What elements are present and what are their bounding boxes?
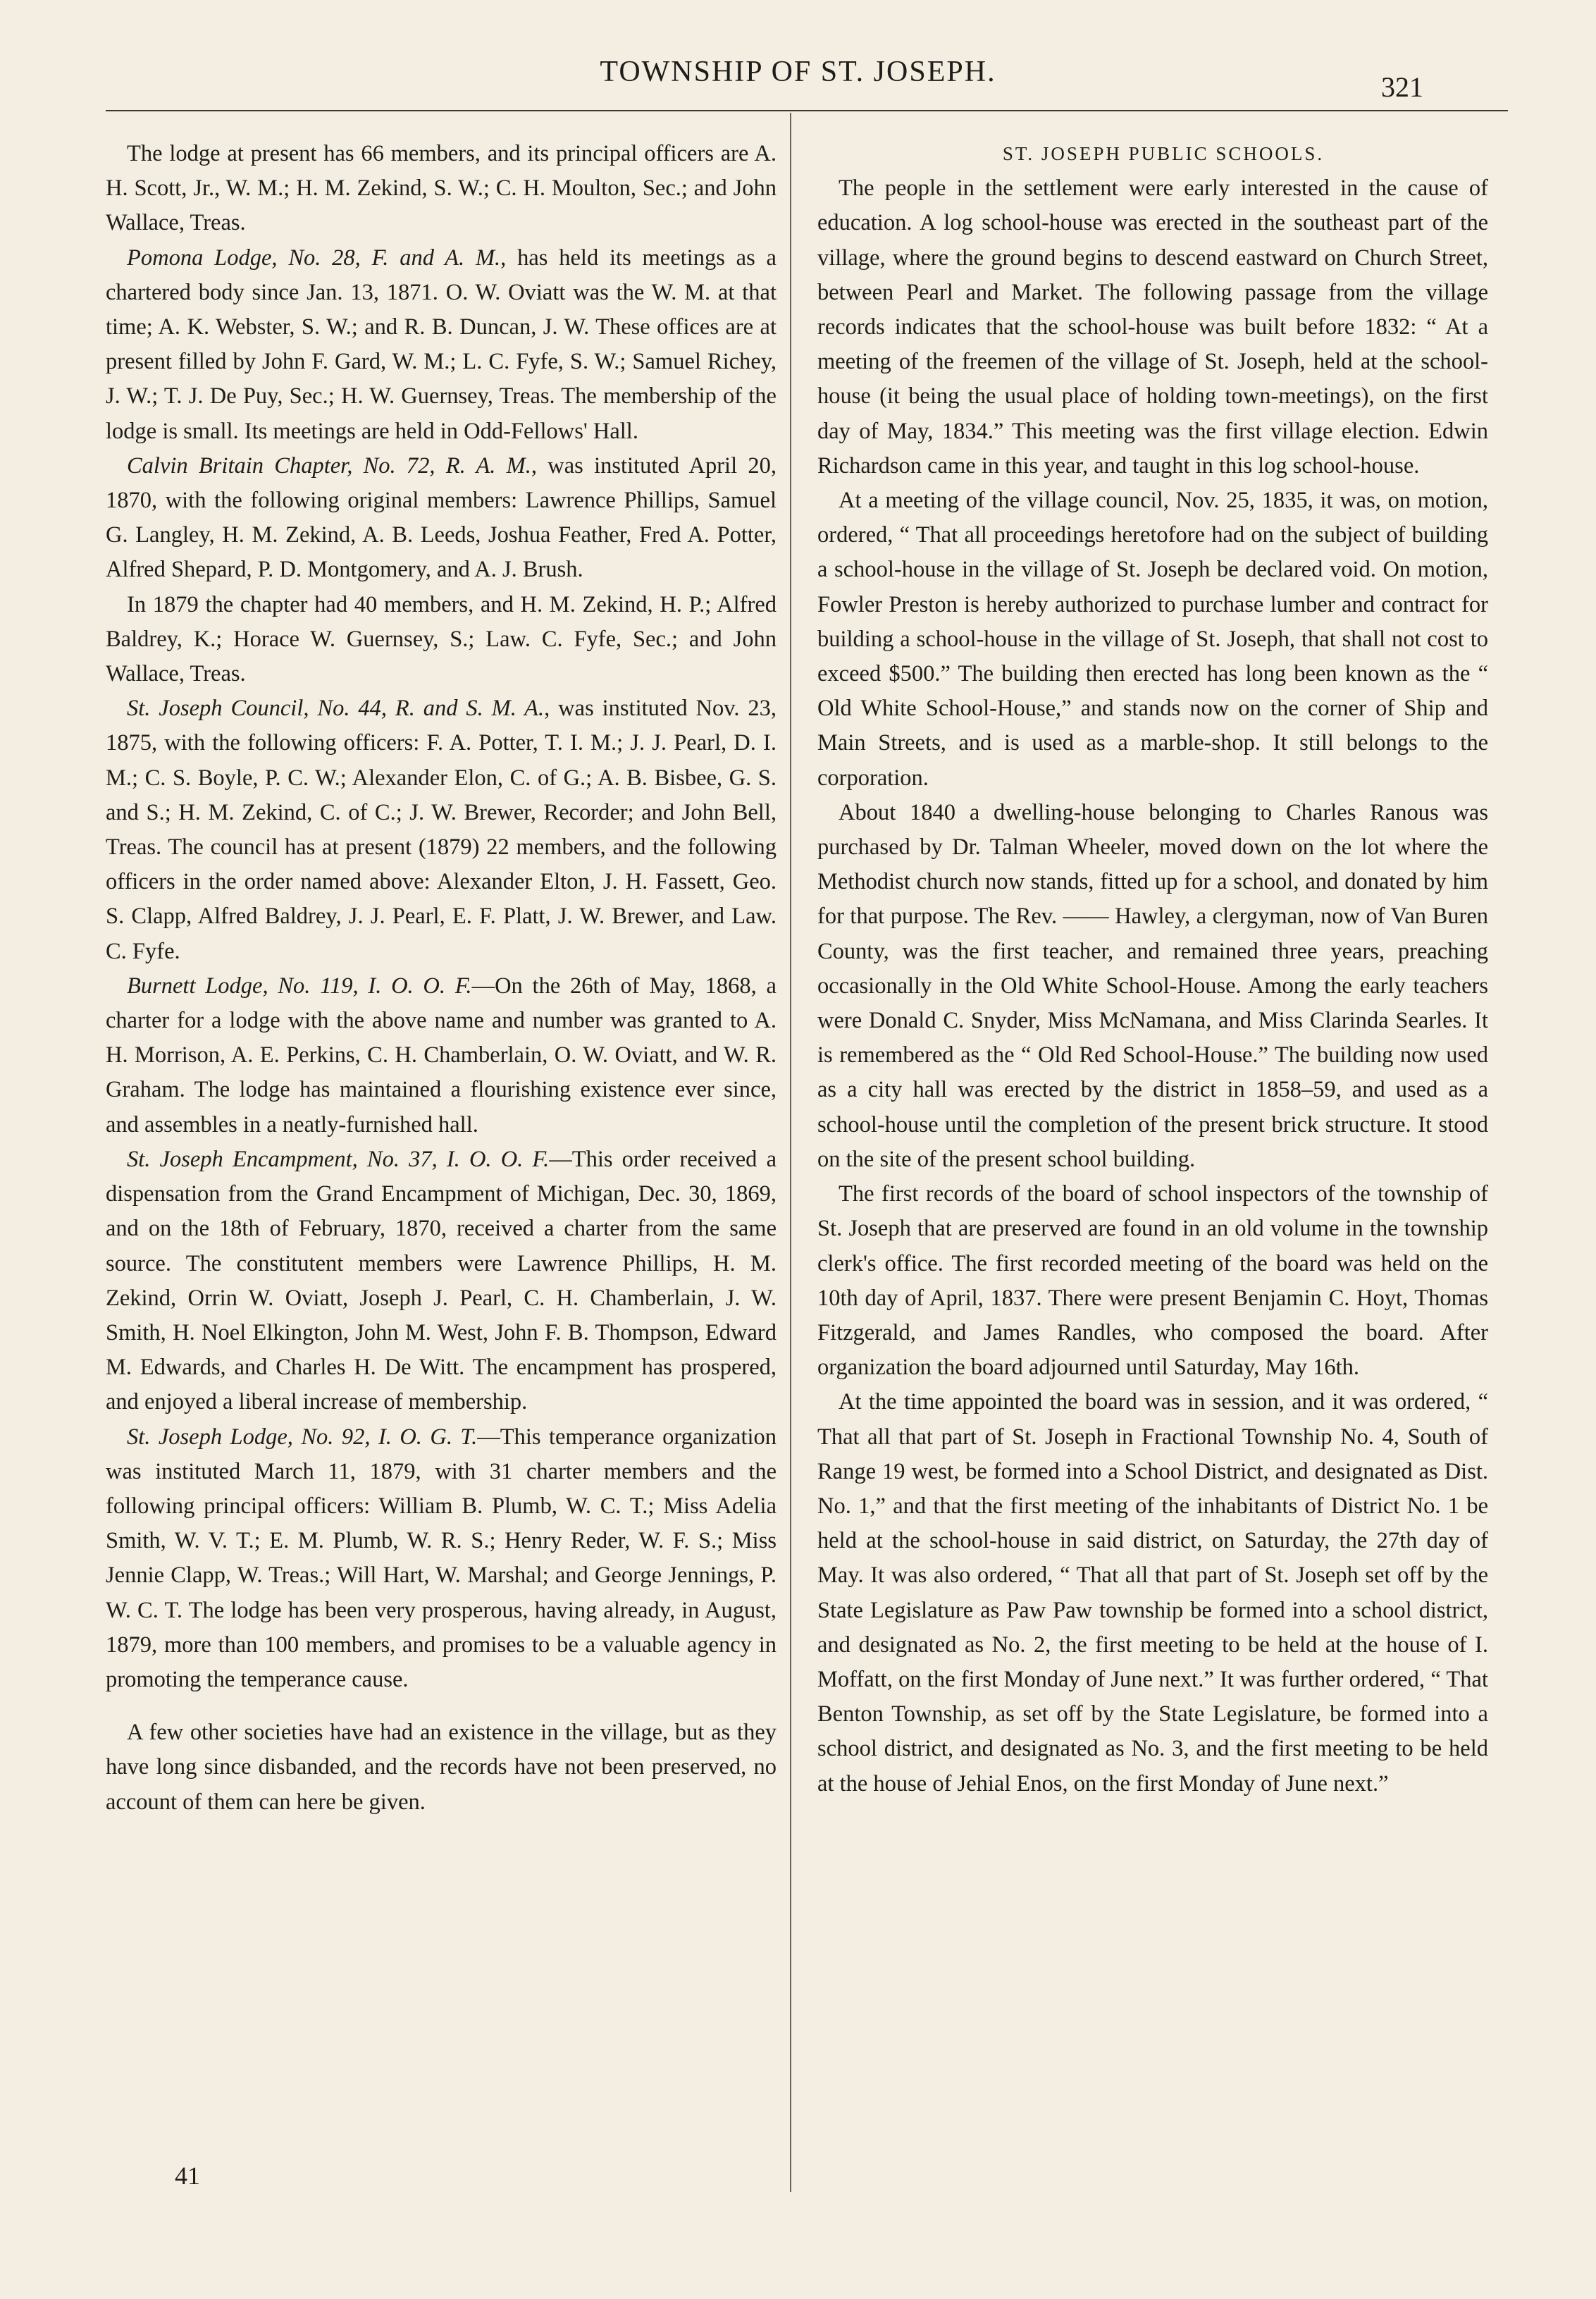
paragraph: [106, 691, 777, 969]
italic-run: St. Joseph Encampment, No. 37, I. O. O. F.: [127, 1146, 550, 1172]
paragraph: [106, 137, 777, 241]
paragraph: [106, 241, 777, 449]
text-run: —This order received a dispensation from the Grand Encampment of Michigan, Dec. 30, 1869, and on the 18th of February, 1870, received a charter from the same source. The constitutent members were Lawrence Phillips, H. M. Zekind, Orrin W. Oviatt, Joseph J. Pearl, C. H. Chamberlain, J. W. Smith, H. Noel Elkington, John M. West, John F. B. Thompson, Edward M. Edwards, and Charles H. De Witt. The encampment has prospered, and enjoyed a liberal increase of membership.: [106, 1146, 777, 1415]
paragraph: [106, 969, 777, 1142]
text-run: At the time appointed the board was in session, and it was ordered, “ That all that part of St. Joseph in Fractional Township No. 4, South of Range 19 west, be formed into a School District, and designated as Dist. No. 1,” and that the first meeting of the inhabitants of District No. 1 be held at the school-house in said district, on Saturday, the 27th day of May. It was also ordered, “ That all that part of St. Joseph set off by the State Legislature as Paw Paw township be formed into a school district, and designated as No. 2, the first meeting to be held at the house of I. Moffatt, on the first Monday of June next.” It was further ordered, “ That Benton Township, as set off by the State Legislature, be formed into a school district, and designated as No. 3, and the first meeting to be held at the house of Jehial Enos, on the first Monday of June next.”: [817, 1389, 1488, 1796]
right-column-body: [817, 171, 1488, 1801]
paragraph: [106, 1420, 777, 1698]
italic-run: St. Joseph Lodge, No. 92, I. O. G. T.: [127, 1424, 478, 1450]
text-run: The lodge at present has 66 members, and its principal officers are A. H. Scott, Jr., W. M.; H. M. Zekind, S. W.; C. H. Moulton, Sec.; and John Wallace, Treas.: [106, 141, 777, 236]
paragraph: [817, 1177, 1488, 1385]
text-run: In 1879 the chapter had 40 members, and H. M. Zekind, H. P.; Alfred Baldrey, K.; Horace W. Guernsey, S.; Law. C. Fyfe, Sec.; and John Wallace, Treas.: [106, 591, 777, 687]
italic-run: St. Joseph Council, No. 44, R. and S. M. A.: [127, 696, 545, 722]
italic-run: Pomona Lodge, No. 28, F. and A. M.: [127, 245, 501, 271]
paragraph: [817, 483, 1488, 796]
paragraph: [817, 1385, 1488, 1801]
text-run: —This temperance organization was instituted March 11, 1879, with 31 charter members and the following principal officers: William B. Plumb, W. C. T.; Miss Adelia Smith, W. V. T.; E. M. Plumb, W. R. S.; Henry Reder, W. F. S.; Miss Jennie Clapp, W. Treas.; Will Hart, W. Marshal; and George Jennings, P. W. C. T. The lodge has been very prosperous, having already, in August, 1879, more than 100 members, and promises to be a valuable agency in promoting the temperance cause.: [106, 1424, 777, 1692]
paragraph: [106, 1142, 777, 1420]
section-heading: ST. JOSEPH PUBLIC SCHOOLS.: [1002, 143, 1325, 164]
text-run: At a meeting of the village council, Nov. 25, 1835, it was, on motion, ordered, “ That all proceedings heretofore had on the subject of building a school-house in the village of St. Joseph be declared void. On motion, Fowler Preston is hereby authorized to purchase lumber and contract for building a school-house in the village of St. Joseph, that shall not cost to exceed $500.” The building then erected has long been known as the “ Old White School-House,” and stands now on the corner of Ship and Main Streets, and is used as a marble-shop. It still belongs to the corporation.: [817, 488, 1488, 791]
text-run: The first records of the board of school inspectors of the township of St. Joseph that are preserved are found in an old volume in the township clerk's office. The first recorded meeting of the board was held on the 10th day of April, 1837. There were present Benjamin C. Hoyt, Thomas Fitzgerald, and James Randles, who composed the board. After organization the board adjourned until Saturday, May 16th.: [817, 1181, 1488, 1381]
paragraph: [106, 449, 777, 588]
text-run: , was instituted April 20, 1870, with the following original members: Lawrence Phillips, Samuel G. Langley, H. M. Zekind, A. B. Leeds, Joshua Feather, Fred A. Potter, Alfred Shepard, P. D. Montgomery, and A. J. Brush.: [106, 452, 777, 583]
text-run: , was instituted Nov. 23, 1875, with the following officers: F. A. Potter, T. I. M.; J. J. Pearl, D. I. M.; C. S. Boyle, P. C. W.; Alexander Elon, C. of G.; A. B. Bisbee, G. S. and S.; H. M. Zekind, C. of C.; J. W. Brewer, Recorder; and John Bell, Treas. The council has at present (1879) 22 members, and the following officers in the order named above: Alexander Elton, J. H. Fassett, Geo. S. Clapp, Alfred Baldrey, J. J. Pearl, E. F. Platt, J. W. Brewer, and Law. C. Fyfe.: [106, 696, 777, 964]
text-run: —On the 26th of May, 1868, a charter for a lodge with the above name and number was granted to A. H. Morrison, A. E. Perkins, C. H. Chamberlain, O. W. Oviatt, and W. R. Graham. The lodge has maintained a flourishing existence ever since, and assembles in a neatly-furnished hall.: [106, 973, 777, 1138]
text-run: A few other societies have had an existence in the village, but as they have long since disbanded, and the records have not been preserved, no account of them can here be given.: [106, 1720, 777, 1815]
paragraph: [817, 171, 1488, 483]
text-run: The people in the settlement were early interested in the cause of education. A log school-house was erected in the southeast part of the village, where the ground begins to descend eastward on Church Street, between Pearl and Market. The following passage from the village records indicates that the school-house was built before 1832: “ At a meeting of the freemen of the village of St. Joseph, held at the school-house (it being the usual place of holding town-meetings), on the first day of May, 1834.” This meeting was the first village election. Edwin Richardson came in this year, and taught in this log school-house.: [817, 175, 1488, 479]
page-number: 321: [1381, 71, 1423, 103]
left-column: [106, 137, 777, 1820]
italic-run: Calvin Britain Chapter, No. 72, R. A. M.: [127, 452, 531, 479]
column-divider: [790, 113, 791, 2192]
signature-mark: 41: [175, 2162, 200, 2190]
paragraph: [106, 1715, 777, 1820]
paragraph: [106, 588, 777, 692]
right-column: [817, 137, 1488, 1801]
text-run: , has held its meetings as a chartered body since Jan. 13, 1871. O. W. Oviatt was the W. M. at that time; A. K. Webster, S. W.; and R. B. Duncan, J. W. These offices are at present filled by John F. Gard, W. M.; L. C. Fyfe, S. W.; Samuel Richey, J. W.; T. J. De Puy, Sec.; H. W. Guernsey, Treas. The membership of the lodge is small. Its meetings are held in Odd-Fellows' Hall.: [106, 245, 777, 444]
text-run: About 1840 a dwelling-house belonging to Charles Ranous was purchased by Dr. Talman Wheeler, moved down on the lot where the Methodist church now stands, fitted up for a school, and donated by him for that purpose. The Rev. —— Hawley, a clergyman, now of Van Buren County, was the first teacher, and remained three years, preaching occasionally in the Old White School-House. Among the early teachers were Donald C. Snyder, Miss McNamana, and Miss Clarinda Searles. It is remembered as the “ Old Red School-House.” The building now used as a city hall was erected by the district in 1858–59, and used as a school-house until the completion of the present brick structure. It stood on the site of the present school building.: [817, 799, 1488, 1172]
paragraph: [817, 796, 1488, 1177]
header-rule: [106, 110, 1508, 111]
running-title: TOWNSHIP OF ST. JOSEPH.: [600, 56, 996, 88]
italic-run: Burnett Lodge, No. 119, I. O. O. F.: [127, 973, 472, 999]
